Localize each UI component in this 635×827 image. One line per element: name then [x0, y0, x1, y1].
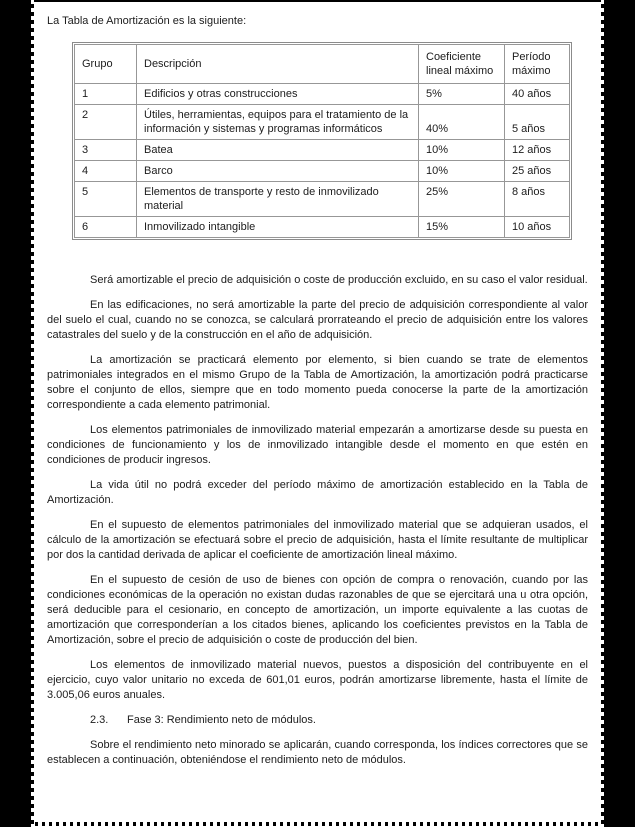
table-row	[75, 84, 570, 105]
section-number: 2.3.	[90, 714, 109, 726]
cell-periodo: 12 años	[505, 140, 570, 161]
cell-descripcion: Barco	[137, 161, 419, 182]
intro-line: La Tabla de Amortización es la siguiente:	[47, 15, 247, 27]
cell-periodo: 5 años	[505, 105, 570, 140]
cell-periodo: 8 años	[505, 182, 570, 217]
header-grupo: Grupo	[75, 45, 137, 84]
paragraph: La amortización se practicará elemento por elemento, si bien cuando se trate de elementos patrimoniales integrados en el mismo Grupo de la Tabla de Amortización, la amortización podrá practicarse sobre el conjunto de ellos, siempre que en todo momento pueda conocerse la parte de la amortización correspondiente a cada elemento patrimonial.	[47, 354, 588, 411]
cell-grupo: 4	[75, 161, 137, 182]
paragraph: En las edificaciones, no será amortizable la parte del precio de adquisición correspondiente al valor del suelo el cual, cuando no se conozca, se calculará prorrateando el precio de adquisición entre los valores catastrales del suelo y de la construcción en el año de adquisición.	[47, 299, 588, 341]
section-heading	[47, 713, 588, 728]
cell-descripcion: Elementos de transporte y resto de inmovilizado material	[137, 182, 419, 217]
cell-grupo: 6	[75, 217, 137, 238]
cell-grupo: 2	[75, 105, 137, 140]
amortization-table	[74, 44, 570, 238]
cell-coeficiente: 15%	[419, 217, 505, 238]
cell-periodo: 10 años	[505, 217, 570, 238]
document-page	[47, 14, 588, 768]
cell-coeficiente: 10%	[419, 140, 505, 161]
scan-top-edge	[0, 0, 635, 2]
table-row	[75, 105, 570, 140]
amortization-table-frame	[72, 42, 572, 240]
cell-periodo: 25 años	[505, 161, 570, 182]
header-coeficiente: Coeficiente lineal máximo	[419, 45, 505, 84]
paragraph: En el supuesto de cesión de uso de bienes con opción de compra o renovación, cuando por las condiciones económicas de la operación no existan dudas razonables de que se ejercitará una u otra opción, será deducible para el cesionario, en concepto de amortización, un importe equivalente a las cuotas de amortización que corresponderían a los citados bienes, aplicando los coeficientes previstos en la Tabla de Amortización, sobre el precio de adquisición o coste de producción del bien.	[47, 574, 588, 646]
cell-grupo: 5	[75, 182, 137, 217]
paragraph: Será amortizable el precio de adquisición o coste de producción excluido, en su caso el valor residual.	[90, 274, 588, 286]
cell-descripcion: Inmovilizado intangible	[137, 217, 419, 238]
paragraph: Los elementos patrimoniales de inmovilizado material empezarán a amortizarse desde su puesta en condiciones de funcionamiento y los de inmovilizado intangible desde el momento en que estén en condiciones de producir ingresos.	[47, 424, 588, 466]
cell-coeficiente: 5%	[419, 84, 505, 105]
cell-coeficiente: 25%	[419, 182, 505, 217]
cell-grupo: 3	[75, 140, 137, 161]
table-row	[75, 182, 570, 217]
paragraph: La vida útil no podrá exceder del período máximo de amortización establecido en la Tabla de Amortización.	[47, 479, 588, 506]
table-row	[75, 217, 570, 238]
paragraph: En el supuesto de elementos patrimoniales del inmovilizado material que se adquieran usados, el cálculo de la amortización se efectuará sobre el precio de adquisición, hasta el límite resultante de multiplicar por dos la cantidad derivada de aplicar el coeficiente de amortización lineal máximo.	[47, 519, 588, 561]
table-row	[75, 161, 570, 182]
table-row	[75, 140, 570, 161]
scan-edge-right	[602, 0, 635, 827]
section-title: Fase 3: Rendimiento neto de módulos.	[127, 714, 316, 726]
cell-coeficiente: 10%	[419, 161, 505, 182]
cell-descripcion: Útiles, herramientas, equipos para el tratamiento de la información y sistemas y programas informáticos	[137, 105, 419, 140]
header-descripcion: Descripción	[137, 45, 419, 84]
cell-grupo: 1	[75, 84, 137, 105]
header-periodo: Período máximo	[505, 45, 570, 84]
paragraph: Los elementos de inmovilizado material nuevos, puestos a disposición del contribuyente en el ejercicio, cuyo valor unitario no exceda de 601,01 euros, podrán amortizarse libremente, hasta el límite de 3.005,06 euros anuales.	[47, 659, 588, 701]
cell-descripcion: Edificios y otras construcciones	[137, 84, 419, 105]
cell-periodo: 40 años	[505, 84, 570, 105]
paragraph: Sobre el rendimiento neto minorado se aplicarán, cuando corresponda, los índices correctores que se establecen a continuación, obteniéndose el rendimiento neto de módulos.	[47, 739, 588, 766]
cell-coeficiente: 40%	[419, 105, 505, 140]
scan-edge-left	[0, 0, 33, 827]
bottom-perforation-dots	[35, 822, 600, 826]
table-header-row	[75, 45, 570, 84]
cell-descripcion: Batea	[137, 140, 419, 161]
